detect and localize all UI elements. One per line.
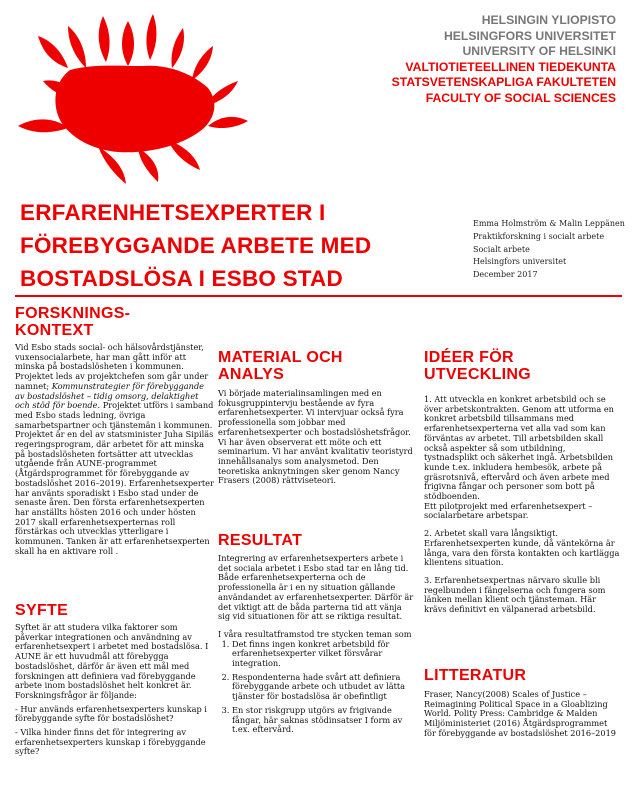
ideer-heading: IDÉER FÖR UTVECKLING: [424, 349, 531, 383]
section-forskningskontext: [15, 305, 215, 556]
resultat-body: [218, 554, 416, 735]
forskningskontext-body: [15, 343, 215, 556]
project-name: Kommunstrategier för förebyggande av bostadslöshet – tidig omsorg, delaktighet och stöd för boende.: [15, 380, 205, 411]
forskningskontext-heading: FORSKNINGS-KONTEXT: [15, 305, 131, 339]
section-syfte: [15, 602, 215, 757]
poster-title: [20, 196, 460, 295]
title-line-3: BOSTADSLÖSA I ESBO STAD: [20, 266, 343, 291]
list-item: 2. Respondenterna hade svårt att definiera förebyggande arbete och utbudet av lätta tjänster för bostadslösa är obefintligt: [232, 673, 416, 702]
list-item: 3. En stor riskgrupp utgörs av frigivande fångar, här saknas stödinsatser I form av t.ex. eftervård.: [232, 706, 416, 735]
reference-1: Fraser, Nancy(2008) Scales of Justice – Reimagining Political Space in a Gloablizing World. Polity Press: Cambridge & Malden: [424, 689, 608, 719]
resultat-list: [218, 640, 416, 735]
section-litteratur: [424, 667, 620, 739]
syfte-body: [15, 623, 215, 757]
research-questions-label: Forskningsfrågor är följande:: [15, 689, 137, 700]
title-line-1: ERFARENHETSEXPERTER I: [20, 200, 326, 225]
university-name-fi: HELSINGIN YLIOPISTO: [481, 13, 616, 27]
material-body: Vi började materialinsamlingen med en fokusgruppintervju bestående av fyra erfarenhetsexperter. Vi intervjuar också fyra professionella som jobbar med erfarenhetsexperter och bostadslöshetsfrågor. Vi har även observerat ett möte och ett seminarium. Vi har använt kvalitativ teoristyrd innehållsanalys som analysmetod. Den teoretiska anknytningen sker genom Nancy Frasers (2008) rättviseteori.: [218, 388, 413, 486]
resultat-text: Integrering av erfarenhetsexperters arbete i det sociala arbetet i Esbo stad tar en lång tid. Både erfarenhetsexperterna och de professionella är i en ny situation gällande användandet av erfarenhetsexperter. Därför är det viktigt att de båda parterna tid att vänja sig vid situationen för att se riktiga resultat.: [218, 553, 414, 622]
idea-3: 3. Erfarenhetsexpertnas närvaro skulle bli regelbunden i fängelserna och fungera som länken mellan klient och tjänsteman. Här krävs definitivt en välpanerad arbetsbild.: [424, 574, 606, 615]
university: Helsingfors universitet: [473, 257, 567, 267]
litteratur-body: [424, 690, 620, 739]
university-name-en: UNIVERSITY OF HELSINKI: [462, 44, 616, 58]
course-name: Praktikforskning i socialt arbete: [473, 231, 605, 241]
title-divider: [15, 295, 622, 297]
section-material-och-analys: [218, 349, 416, 486]
reference-2: Miljöministeriet (2016) Åtgärdsprogrammet för förebyggande av bostadslöshet 2016–2019: [424, 718, 617, 738]
syfte-heading: SYFTE: [15, 602, 69, 619]
university-name-sv: HELSINGFORS UNIVERSITET: [444, 28, 616, 43]
list-item: 1. Det finns ingen konkret arbetsbild för erfarenhetsexperter vilket försvårar integration.: [232, 640, 416, 669]
faculty-name-sv: STATSVETENSKAPLIGA FAKULTETEN: [391, 75, 616, 89]
university-name-block: [392, 13, 616, 106]
faculty-name-en: FACULTY OF SOCIAL SCIENCES: [425, 90, 616, 105]
department: Socialt arbete: [473, 244, 530, 254]
section-ideer-for-utveckling: [424, 349, 620, 623]
date: December 2017: [473, 270, 538, 280]
material-heading: MATERIAL OCH ANALYS: [218, 349, 343, 383]
author-names: Emma Holmström & Malin Leppänen: [473, 219, 625, 228]
section-resultat: [218, 532, 416, 739]
syfte-text: Syftet är att studera vilka faktorer som påverkar integrationen och användning av erfarenhetsexpert i arbetet med bostadslösa. I AUNE är ett huvudmål att förebygga bostadslöshet, därför är även ett mål med forskningen att definiera vad förebyggande arbete inom bostadslöshet helt konkret är.: [15, 622, 209, 691]
university-flame-logo: [8, 6, 258, 186]
resultat-intro: I våra resultatframstod tre stycken teman som: [218, 628, 412, 639]
pilot-project: Ett pilotprojekt med erfarenhetsexpert – socialarbetare arbetspar.: [424, 500, 593, 521]
ideer-body: [424, 395, 620, 615]
faculty-name-fi: VALTIOTIETEELLINEN TIEDEKUNTA: [405, 59, 616, 74]
litteratur-heading: LITTERATUR: [424, 667, 527, 684]
author-info: [473, 218, 625, 282]
resultat-heading: RESULTAT: [218, 532, 303, 549]
forskningskontext-text-2: Projektet utförs i samband med Esbo stads ledning, övriga samarbetspartner och tjänstemän i kommunen. Projektet är en del av statsminister Juha Sipiläs regeringsprogram, där arbetet för att minska på bostadslösheten fortsätter att utvecklas utgående från AUNE-programmet (Åtgärdsprogrammet för förebyggande av bostadslöshet 2016–2019). Erfarenhetsexperter har använts sporadiskt i Esbo stad under de senaste åren. Den första erfarenhetsexperten har anställts hösten 2016 och under hösten 2017 skall erfarenhetsexperternas roll förstärkas och utvecklas ytterligare i kommunen. Tanken är att erfarenhetsexperten skall ha en aktivare roll .: [15, 400, 214, 556]
idea-2: 2. Arbetet skall vara långsiktigt. Erfarenhetsexperten kunde, då väntekörna är långa, vara den första kontakten och kartlägga klientens situation.: [424, 528, 620, 568]
research-question-2: - Vilka hinder finns det för integrering av erfarenhetsexperters kunskap i förebyggande syfte?: [15, 727, 206, 757]
idea-1: 1. Att utveckla en konkret arbetsbild och se över arbetskontrakten. Genom att utforma en konkret arbetsbild tillsammans med erfarenhetsexperterna vet alla vad som kan förväntas av arbetet. Till arbetsbilden skall också aspekter så som utbildning, tystnadsplikt och säkerhet ingå. Arbetsbilden kunde t.ex. inkludera hembesök, arbete på gräsrotsnivå, eftervård och även arbete med frigivna fångar och personer som bott på stödboenden.: [424, 394, 614, 502]
title-line-2: FÖREBYGGANDE ARBETE MED: [20, 233, 372, 258]
research-question-1: - Hur används erfarenhetsexperters kunskap i förebyggande syfte för bostadslöshet?: [15, 703, 207, 724]
forskningskontext-text-1: Vid Esbo stads social- och hälsovårdstjänster, vuxensocialarbete, har man gått inför att minska på bostadslösheten i kommunen. Projektet leds av projektchefen som går under namnet;: [15, 342, 209, 391]
